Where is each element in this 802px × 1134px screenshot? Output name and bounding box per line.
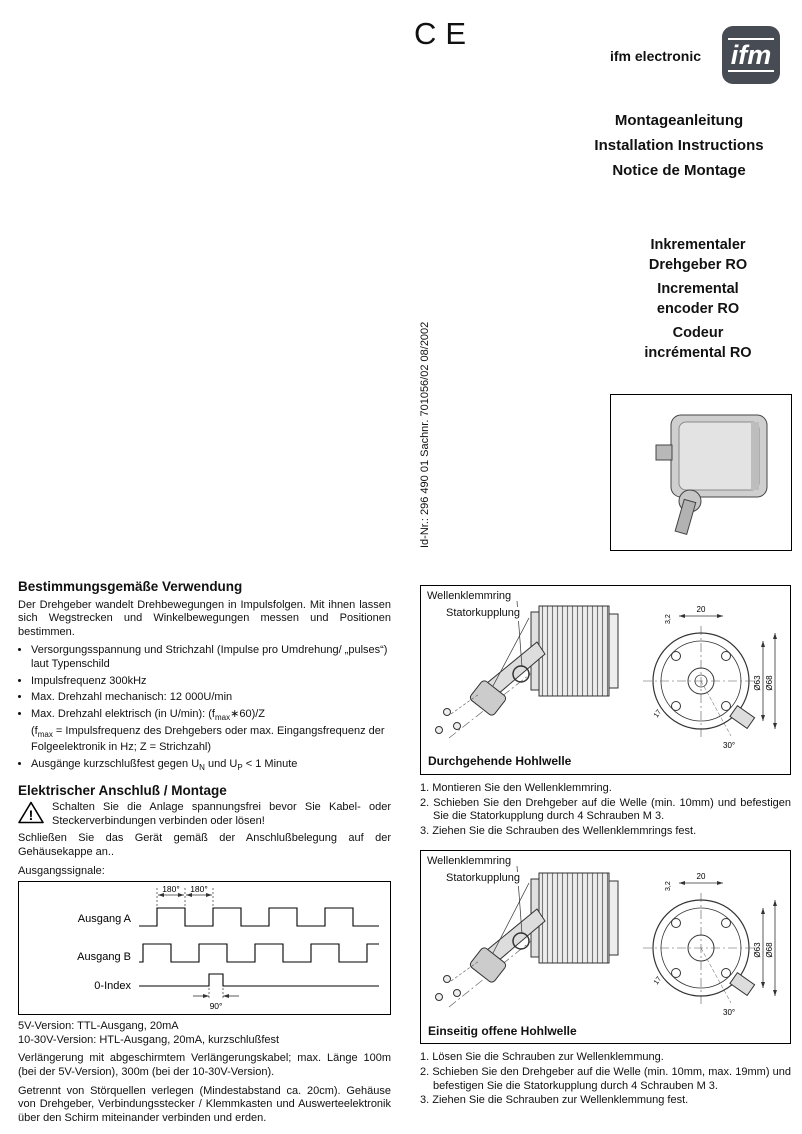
connect-paragraph: Schließen Sie das Gerät gemäß der Anschlußbelegung auf der Gehäusekappe an.. bbox=[18, 832, 391, 859]
version-10-30v-line: 10-30V-Version: HTL-Ausgang, 20mA, kurzschlußfest bbox=[18, 1033, 280, 1046]
warning-note bbox=[18, 801, 391, 828]
formula-text: ∗60)/Z bbox=[230, 707, 266, 720]
dim-d63: Ø63 bbox=[753, 942, 762, 958]
installation-steps-1 bbox=[420, 782, 791, 838]
figure-einseitig-offene-hohlwelle bbox=[420, 850, 791, 1044]
output-signals-label: Ausgangssignale: bbox=[18, 864, 105, 877]
dim-180-left: 180° bbox=[162, 884, 180, 895]
wellenklemmring-label: Wellenklemmring bbox=[427, 590, 512, 602]
figure-caption: Durchgehende Hohlwelle bbox=[428, 754, 572, 769]
dim-20: 20 bbox=[696, 872, 706, 882]
version-info bbox=[18, 1020, 391, 1047]
outputs-sub: P bbox=[237, 763, 243, 773]
waveform-b bbox=[139, 944, 379, 962]
extension-paragraph: Verlängerung mit abgeschirmtem Verlängerungskabel; max. Länge 100m (bei der 5V-Version), 300m (bei der 10-30V-Version). bbox=[18, 1052, 391, 1079]
product-title-line: incrémental RO bbox=[644, 344, 752, 361]
formula-sub: max bbox=[37, 729, 53, 739]
ifm-logo-text: ifm bbox=[728, 38, 775, 72]
dim-180-right: 180° bbox=[190, 884, 208, 895]
separation-paragraph: Getrennt von Störquellen verlegen (Mindestabstand ca. 20cm). Gehäuse von Drehgeber, Verbindungsstecker / Klemmkasten und Auswerteelektronik über den Schirm miteinander verbinden und erden. bbox=[18, 1084, 391, 1124]
doc-title-en: Installation Instructions bbox=[594, 137, 764, 154]
version-5v-line: 5V-Version: TTL-Ausgang, 20mA bbox=[18, 1020, 179, 1033]
channel-a-label: Ausgang A bbox=[77, 913, 131, 926]
outputs-text: und U bbox=[204, 757, 238, 770]
ce-mark: CE bbox=[414, 16, 476, 51]
dim-17: 17 bbox=[652, 976, 664, 987]
step-item: 1. Montieren Sie den Wellenklemmring. bbox=[420, 782, 612, 794]
waveform-a bbox=[139, 908, 379, 926]
formula-text: = Impulsfrequenz des Drehgebers oder max. Eingangsfrequenz der Folgeelektronik in Hz; Z = Strichzahl) bbox=[31, 724, 385, 754]
product-title-line: encoder RO bbox=[656, 300, 740, 317]
step-item: 2. Schieben Sie den Drehgeber auf die Welle (min. 10mm) und befestigen Sie die Statorkupplung durch 4 Schrauben M 3. bbox=[420, 796, 791, 823]
bullet-item: • Impulsfrequenz 300kHz bbox=[31, 675, 391, 689]
document-titles bbox=[566, 108, 792, 183]
warning-icon bbox=[18, 801, 44, 824]
step-item: 1. Lösen Sie die Schrauben zur Wellenklemmung. bbox=[420, 1051, 664, 1064]
outputs-text: < 1 Minute bbox=[242, 757, 298, 770]
formula-text: Max. Drehzahl elektrisch (in U/min): (f bbox=[31, 707, 215, 720]
product-title-line: Codeur bbox=[672, 325, 724, 341]
wellenklemmring-label: Wellenklemmring bbox=[427, 855, 512, 868]
product-image-box bbox=[610, 394, 792, 551]
outputs-text: Ausgänge kurzschlußfest gegen U bbox=[31, 757, 200, 770]
bullet-item-outputs bbox=[31, 758, 391, 775]
product-title-line: Incremental bbox=[657, 281, 739, 297]
product-title-fr bbox=[600, 324, 796, 363]
dim-3-2: 3,2 bbox=[665, 881, 672, 892]
signal-diagram-box bbox=[18, 881, 391, 1015]
bullet-list bbox=[18, 644, 391, 774]
formula-sub: max bbox=[215, 712, 231, 722]
left-column bbox=[18, 580, 391, 1130]
doc-title-fr: Notice de Montage bbox=[612, 162, 746, 179]
product-image-drawing bbox=[611, 395, 789, 548]
product-title-line: Inkrementaler bbox=[650, 237, 746, 253]
dim-d68: Ø68 bbox=[765, 942, 774, 958]
product-title-line: Drehgeber RO bbox=[648, 256, 748, 273]
formula-text: (f bbox=[31, 724, 38, 737]
product-titles bbox=[600, 236, 796, 368]
section-title-verwendung: Bestimmungsgemäße Verwendung bbox=[18, 579, 243, 594]
product-title-en bbox=[600, 280, 796, 319]
dim-20: 20 bbox=[696, 605, 706, 614]
bullet-item: • Max. Drehzahl mechanisch: 12 000U/min bbox=[31, 691, 391, 705]
dim-90: 90° bbox=[209, 1001, 223, 1012]
figure-durchgehende-hohlwelle bbox=[420, 585, 791, 775]
intro-paragraph: Der Drehgeber wandelt Drehbewegungen in Impulsfolgen. Mit ihnen lassen sich Wegstrecken und Winkelbewegungen messen und Positionen bestimmen. bbox=[18, 598, 391, 638]
dim-d63: Ø63 bbox=[753, 675, 762, 691]
step-item: 3. Ziehen Sie die Schrauben zur Wellenklemmung fest. bbox=[420, 1094, 689, 1107]
id-number-vertical: Id-Nr.: 296 490 01 Sachnr. 701056/02 08/2002 bbox=[419, 321, 431, 548]
dim-3-2: 3,2 bbox=[665, 614, 672, 624]
statorkupplung-label: Statorkupplung bbox=[446, 607, 520, 619]
step-item: 3. Ziehen Sie die Schrauben des Wellenklemmrings fest. bbox=[420, 824, 697, 837]
doc-title-de: Montageanleitung bbox=[614, 112, 744, 129]
installation-steps-2 bbox=[420, 1051, 791, 1107]
warning-glyph: ! bbox=[28, 807, 34, 824]
dim-30deg: 30° bbox=[723, 741, 736, 750]
outputs-sub: N bbox=[199, 763, 205, 773]
dim-30deg: 30° bbox=[723, 1008, 736, 1018]
step-item: 2. Schieben Sie den Drehgeber auf die Welle (min. 10mm, max. 19mm) und befestigen Sie die Statorkupplung durch 4 Schrauben M 3. bbox=[420, 1065, 791, 1092]
dim-d68: Ø68 bbox=[765, 675, 774, 691]
ifm-logo bbox=[722, 26, 780, 84]
bullet-item: • Versorgungsspannung und Strichzahl (Impulse pro Umdrehung/ „pulses“) laut Typenschild bbox=[31, 644, 391, 671]
figure-caption: Einseitig offene Hohlwelle bbox=[428, 1023, 577, 1038]
zero-index-pulse bbox=[139, 974, 379, 986]
signal-diagram bbox=[19, 882, 388, 1012]
warning-text: Schalten Sie die Anlage spannungsfrei bevor Sie Kabel- oder Steckerverbindungen verbinden oder lösen! bbox=[52, 801, 391, 827]
zero-index-label: 0-Index bbox=[94, 980, 131, 993]
brand-name: ifm electronic bbox=[610, 48, 702, 64]
right-column bbox=[420, 585, 791, 1109]
dim-17: 17 bbox=[652, 708, 664, 720]
channel-b-label: Ausgang B bbox=[77, 951, 131, 964]
product-title-de bbox=[600, 236, 796, 275]
statorkupplung-label: Statorkupplung bbox=[446, 872, 520, 885]
bullet-item-formula bbox=[31, 708, 391, 755]
section-title-anschluss: Elektrischer Anschluß / Montage bbox=[18, 782, 227, 798]
